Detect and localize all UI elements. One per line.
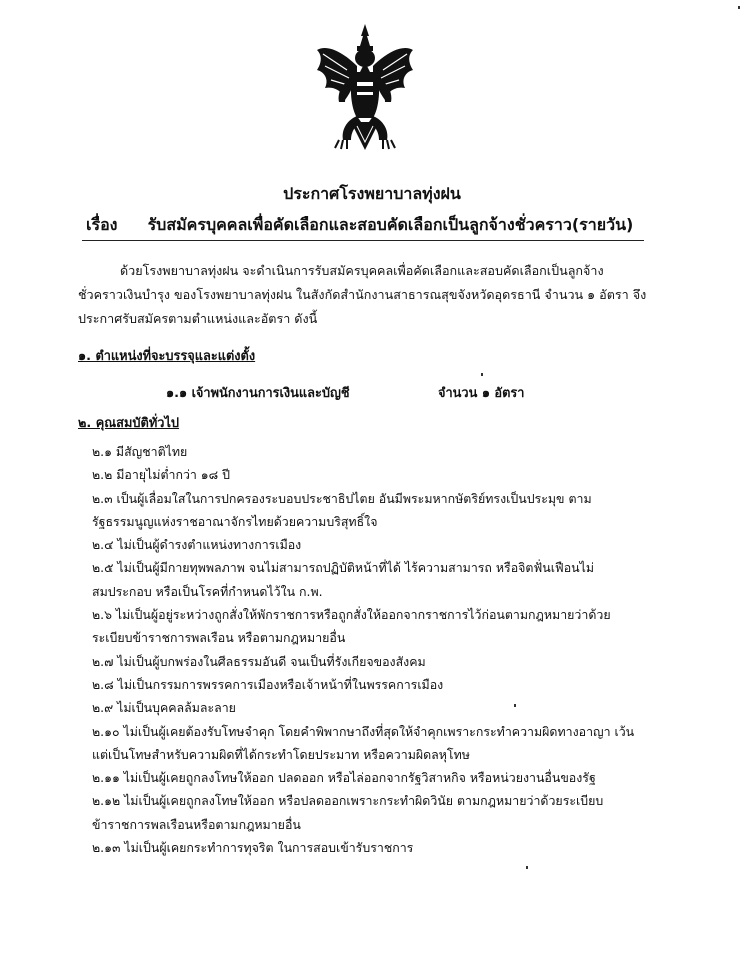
qualification-line: แต่เป็นโทษสำหรับความผิดที่ได้กระทำโดยประมาท หรือความผิดลหุโทษ xyxy=(92,746,470,762)
qualification-line: ๒.๓ เป็นผู้เลื่อมใสในการปกครองระบอบประชาธิปไตย อันมีพระมหากษัตริย์ทรงเป็นประมุข ตาม xyxy=(92,490,592,506)
subject-label: เรื่อง xyxy=(86,215,118,234)
scan-speck xyxy=(481,373,483,376)
qualification-list xyxy=(92,440,652,859)
scan-speck xyxy=(514,704,516,707)
intro-line: ชั่วคราวเงินบำรุง ของโรงพยาบาลทุ่งฝน ในสังกัดสำนักงานสาธารณสุขจังหวัดอุดรธานี จำนวน ๑ อัตรา จึง xyxy=(78,287,647,302)
qualification-line: ข้าราชการพลเรือนหรือตามกฎหมายอื่น xyxy=(92,816,301,832)
qualification-line: สมประกอบ หรือเป็นโรคที่กำหนดไว้ใน ก.พ. xyxy=(92,583,323,599)
section-1-heading: ๑. ตำแหน่งที่จะบรรจุและแต่งตั้ง xyxy=(78,349,256,364)
qualification-line: ๒.๕ ไม่เป็นผู้มีกายทุพพลภาพ จนไม่สามารถปฏิบัติหน้าที่ได้ ไร้ความสามารถ หรือจิตฟั่นเฟือนไม่ xyxy=(92,560,595,576)
intro-line: ด้วยโรงพยาบาลทุ่งฝน จะดำเนินการรับสมัครบุคคลเพื่อคัดเลือกและสอบคัดเลือกเป็นลูกจ้าง xyxy=(120,263,604,278)
qualification-line: ๒.๑๐ ไม่เป็นผู้เคยต้องรับโทษจำคุก โดยคำพิพากษาถึงที่สุดให้จำคุกเพราะกระทำความผิดทางอาญา เว้น xyxy=(92,723,635,739)
position-count: จำนวน ๑ อัตรา xyxy=(438,386,525,401)
position-name: ๑.๑ เจ้าพนักงานการเงินและบัญชี xyxy=(166,386,350,401)
qualification-line: ๒.๙ ไม่เป็นบุคคลล้มละลาย xyxy=(92,700,236,716)
title-divider xyxy=(82,240,644,241)
qualification-line: ๒.๑๓ ไม่เป็นผู้เคยกระทำการทุจริต ในการสอบเข้ารับราชการ xyxy=(92,840,414,856)
scan-speck xyxy=(738,6,740,9)
qualification-line: รัฐธรรมนูญแห่งราชอาณาจักรไทยด้วยความบริสุทธิ์ใจ xyxy=(92,513,378,529)
qualification-line: ๒.๒ มีอายุไม่ต่ำกว่า ๑๘ ปี xyxy=(92,467,231,483)
subject-text: รับสมัครบุคคลเพื่อคัดเลือกและสอบคัดเลือกเป็นลูกจ้างชั่วคราว(รายวัน) xyxy=(147,215,634,234)
qualification-line: ๒.๑๑ ไม่เป็นผู้เคยถูกลงโทษให้ออก ปลดออก หรือไล่ออกจากรัฐวิสาหกิจ หรือหน่วยงานอื่นของรัฐ xyxy=(92,770,596,786)
qualification-line: ๒.๔ ไม่เป็นผู้ดำรงตำแหน่งทางการเมือง xyxy=(92,537,302,553)
scan-speck xyxy=(526,866,528,869)
announcement-title: ประกาศโรงพยาบาลทุ่งฝน xyxy=(283,184,461,203)
qualification-line: ๒.๖ ไม่เป็นผู้อยู่ระหว่างถูกสั่งให้พักราชการหรือถูกสั่งให้ออกจากราชการไว้ก่อนตามกฎหมายว่าด้วย xyxy=(92,607,611,623)
qualification-line: ๒.๑ มีสัญชาติไทย xyxy=(92,444,188,459)
qualification-line: ๒.๗ ไม่เป็นผู้บกพร่องในศีลธรรมอันดี จนเป็นที่รังเกียจของสังคม xyxy=(92,653,426,669)
intro-paragraph xyxy=(78,259,648,331)
qualification-line: ระเบียบข้าราชการพลเรือน หรือตามกฎหมายอื่น xyxy=(92,630,346,646)
garuda-emblem-icon xyxy=(313,22,417,152)
section-2-heading: ๒. คุณสมบัติทั่วไป xyxy=(78,416,180,431)
intro-line: ประกาศรับสมัครตามตำแหน่งและอัตรา ดังนี้ xyxy=(78,311,318,326)
subject-line xyxy=(86,213,633,238)
qualification-line: ๒.๑๒ ไม่เป็นผู้เคยถูกลงโทษให้ออก หรือปลดออกเพราะกระทำผิดวินัย ตามกฎหมายว่าด้วยระเบียบ xyxy=(92,793,604,809)
qualification-line: ๒.๘ ไม่เป็นกรรมการพรรคการเมืองหรือเจ้าหน้าที่ในพรรคการเมือง xyxy=(92,676,444,692)
